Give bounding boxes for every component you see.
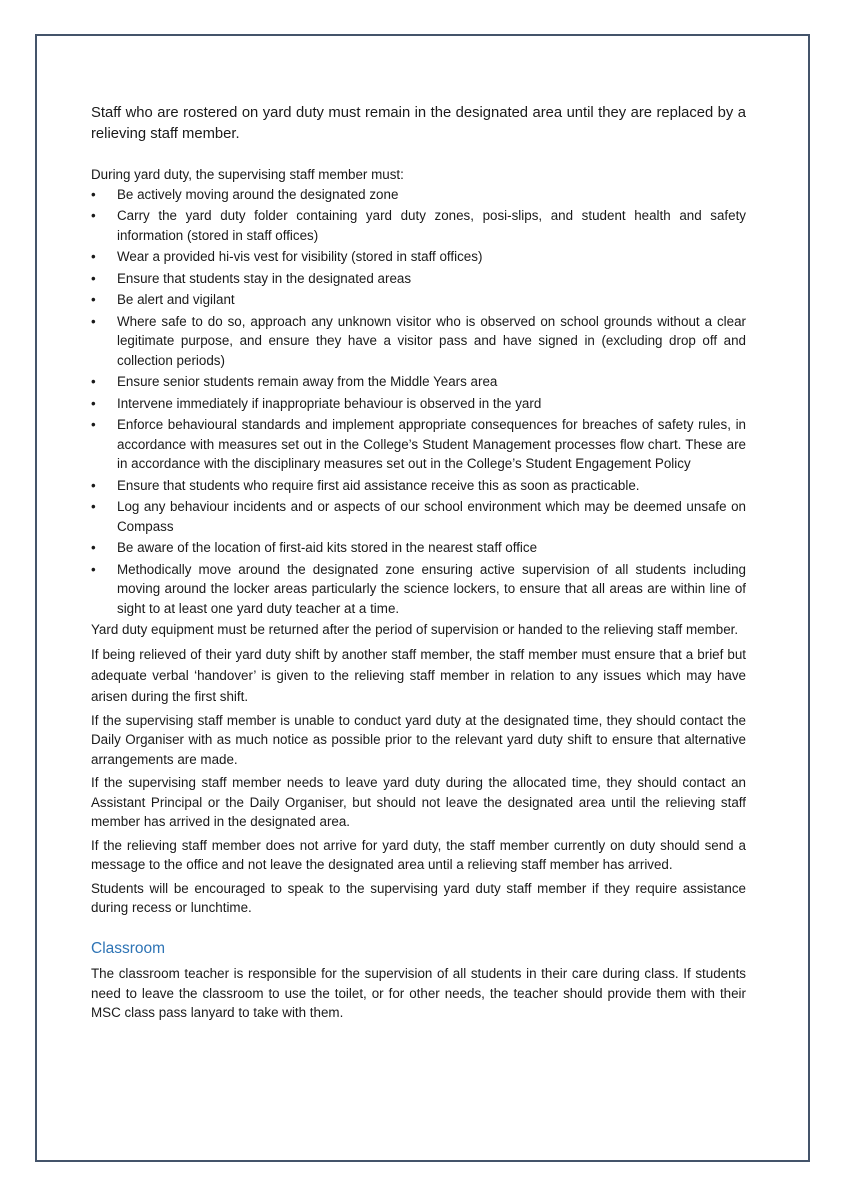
bullet-icon: • [91, 374, 96, 389]
bullet-icon: • [91, 292, 96, 307]
list-item-text: Ensure that students who require first aid assistance receive this as soon as practicable. [117, 477, 640, 493]
list-item-text: Be actively moving around the designated zone [117, 186, 399, 202]
list-item-text: Carry the yard duty folder containing yard duty zones, posi-slips, and student health and safety information (stored in staff offices) [117, 208, 746, 243]
list-item-text: Intervene immediately if inappropriate behaviour is observed in the yard [117, 395, 542, 411]
list-item-text: Where safe to do so, approach any unknown visitor who is observed on school grounds without a clear legitimate purpose, and ensure they have a visitor pass and have signed in (excluding drop off and collection periods) [117, 313, 746, 368]
duties-lead: During yard duty, the supervising staff member must: [91, 167, 404, 182]
unable-paragraph: If the supervising staff member is unable to conduct yard duty at the designated time, they should contact the Daily Organiser with as much notice as possible prior to the relevant yard duty shift to ensure that alternative arrangements are made. [91, 712, 746, 767]
list-item [91, 290, 746, 310]
list-item-text: Be aware of the location of first-aid kits stored in the nearest staff office [117, 540, 538, 555]
list-item [91, 560, 746, 619]
equipment-paragraph: Yard duty equipment must be returned after the period of supervision or handed to the relieving staff member. [91, 622, 739, 637]
list-item-text: Enforce behavioural standards and implement appropriate consequences for breaches of safety rules, in accordance with measures set out in the College’s Student Management processes flow chart. These are in accordance with the disciplinary measures set out in the College’s Student Engagement Policy [117, 417, 746, 471]
list-item [91, 497, 746, 536]
bullet-icon: • [91, 561, 96, 577]
list-item [91, 415, 746, 474]
classroom-heading: Classroom [91, 939, 166, 957]
no-relief-paragraph: If the relieving staff member does not arrive for yard duty, the staff member currently on duty should send a message to the office and not leave the designated area until a relieving staff member has arrived. [91, 837, 746, 872]
leave-duty-paragraph: If the supervising staff member needs to leave yard duty during the allocated time, they should contact an Assistant Principal or the Daily Organiser, but should not leave the designated area until the relieving staff member has arrived in the designated area. [91, 775, 746, 829]
list-item [91, 394, 746, 414]
bullet-icon: • [91, 313, 96, 329]
list-item-text: Wear a provided hi-vis vest for visibility (stored in staff offices) [117, 249, 483, 264]
list-item-text: Ensure that students stay in the designated areas [117, 270, 412, 286]
list-item [91, 538, 746, 558]
list-item [91, 476, 746, 496]
intro-paragraph: Staff who are rostered on yard duty must remain in the designated area until they are replaced by a relieving staff member. [91, 105, 746, 142]
list-item [91, 372, 746, 392]
list-item-text: Log any behaviour incidents and or aspects of our school environment which may be deemed unsafe on Compass [117, 499, 746, 534]
classroom-paragraph: The classroom teacher is responsible for the supervision of all students in their care during class. If students need to leave the classroom to use the toilet, or for other needs, the teacher should provide them with their MSC class pass lanyard to take with them. [91, 966, 746, 1020]
bullet-icon: • [91, 208, 96, 223]
list-item-text: Methodically move around the designated zone ensuring active supervision of all students including moving around the locker areas particularly the science lockers, to ensure that all areas are within line of sight to at least one yard duty teacher at a time. [117, 561, 746, 616]
bullet-icon: • [91, 477, 96, 493]
list-item [91, 269, 746, 289]
bullet-icon: • [91, 270, 96, 286]
duties-list [91, 185, 746, 619]
bullet-icon: • [91, 417, 96, 432]
bullet-icon: • [91, 395, 96, 411]
list-item [91, 185, 746, 205]
list-item [91, 312, 746, 371]
handover-paragraph: If being relieved of their yard duty shift by another staff member, the staff member must ensure that a brief but adequate verbal ‘handover’ is given to the relieving staff member in relation to any issues which may have arisen during the first shift. [91, 646, 746, 704]
bullet-icon: • [91, 540, 96, 555]
list-item [91, 206, 746, 245]
document-body [91, 103, 746, 1027]
bullet-icon: • [91, 186, 96, 202]
students-paragraph: Students will be encouraged to speak to the supervising yard duty staff member if they require assistance during recess or lunchtime. [91, 880, 746, 915]
bullet-icon: • [91, 499, 96, 514]
list-item-text: Ensure senior students remain away from the Middle Years area [117, 374, 498, 389]
bullet-icon: • [91, 249, 96, 264]
list-item [91, 247, 746, 267]
list-item-text: Be alert and vigilant [117, 292, 235, 307]
